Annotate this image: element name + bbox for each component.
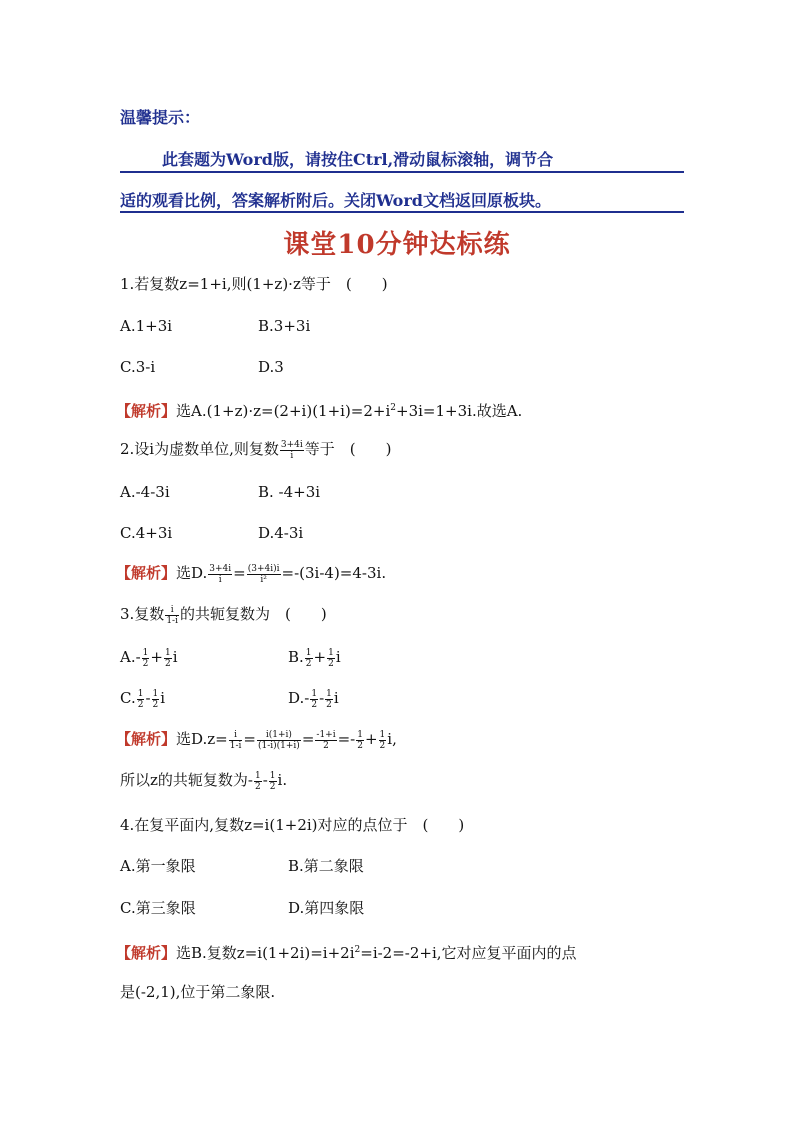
answer-tag: 【解析】 bbox=[116, 944, 177, 962]
q3-option-a: A.- $\frac{1}{2}$ + $\frac{1}{2}$ i bbox=[120, 647, 178, 669]
q1-stem: 1.若复数z=1+i,则(1+z)·z等于 ( ) bbox=[120, 275, 388, 293]
q2-stem bbox=[120, 439, 391, 461]
q2-answer-text-2: =-(3i-4)=4-3i. bbox=[281, 564, 387, 582]
q4-answer bbox=[116, 940, 577, 963]
q2-stem-text-2: 等于 ( ) bbox=[304, 440, 392, 458]
q2-option-c: C.4+3i bbox=[120, 524, 173, 542]
q1-option-b: B.3+3i bbox=[258, 317, 311, 335]
q2-option-d: D.4-3i bbox=[258, 524, 304, 542]
q3-answer: 【解析】选D.z= $\frac{i}{1-i}$ = $\frac{i(1+i)}{(1-i)(1+i)}$ = $\frac{-1+i}{2}$ =- $\frac{1}{2}$ + $\frac{1}{2}$ i, bbox=[116, 729, 397, 751]
q2-option-b: B. -4+3i bbox=[258, 483, 321, 501]
doc-title: 课堂10分钟达标练 bbox=[283, 230, 511, 260]
q3-answer-text: 选D.z= bbox=[176, 730, 228, 748]
q1-answer-text: 选A.(1+z)·z=(2+i)(1+i)=2+i bbox=[176, 402, 391, 420]
answer-tag: 【解析】 bbox=[116, 730, 177, 748]
q3-stem-text-2: 的共轭复数为 ( ) bbox=[179, 605, 327, 623]
q3-stem-fraction: $\frac{i}{1-i}$ bbox=[166, 604, 178, 626]
q3-answer-line-2: 所以z的共轭复数为- $\frac{1}{2}$ - $\frac{1}{2}$ i. bbox=[120, 770, 288, 792]
q4-answer-text: 选B.复数z=i(1+2i)=i+2i bbox=[176, 944, 355, 962]
notice-underline-2 bbox=[120, 211, 684, 213]
answer-tag: 【解析】 bbox=[116, 564, 177, 582]
notice-line-2: 适的观看比例，答案解析附后。关闭Word文档返回原板块。 bbox=[120, 191, 551, 210]
q2-answer-text: 选D. bbox=[176, 564, 208, 582]
q4-option-b: B.第二象限 bbox=[288, 857, 364, 875]
q1-option-a: A.1+3i bbox=[120, 317, 173, 335]
answer-tag: 【解析】 bbox=[116, 402, 177, 420]
q1-answer-sup: 2 bbox=[390, 403, 397, 413]
q2-stem-fraction: $\frac{3+4i}{i}$ bbox=[280, 439, 303, 461]
q2-answer: 【解析】选D. $\frac{3+4i}{i}$ = $\frac{(3+4i)i}{\text{i²}}$ =-(3i-4)=4-3i. bbox=[116, 563, 387, 585]
notice-title: 温馨提示： bbox=[120, 108, 201, 127]
q3-option-d: D.- $\frac{1}{2}$ - $\frac{1}{2}$ i bbox=[288, 688, 339, 710]
q2-option-a: A.-4-3i bbox=[120, 483, 170, 501]
q3-option-b: B. $\frac{1}{2}$ + $\frac{1}{2}$ i bbox=[288, 647, 341, 669]
q2-stem-text: 2.设i为虚数单位,则复数 bbox=[120, 440, 279, 458]
q2-answer-fraction-2: $\frac{(3+4i)i}{\text{i²}}$ bbox=[247, 563, 280, 585]
q3-stem bbox=[120, 604, 327, 626]
q2-answer-fraction-1: $\frac{3+4i}{i}$ bbox=[209, 563, 232, 585]
notice-underline-1 bbox=[120, 171, 684, 173]
q4-option-a: A.第一象限 bbox=[120, 857, 196, 875]
q1-option-d: D.3 bbox=[258, 358, 284, 376]
q4-option-c: C.第三象限 bbox=[120, 899, 196, 917]
q3-stem-text: 3.复数 bbox=[120, 605, 165, 623]
q3-option-c: C. $\frac{1}{2}$ - $\frac{1}{2}$ i bbox=[120, 688, 166, 710]
notice-line-1: 此套题为Word版，请按住Ctrl,滑动鼠标滚轴，调节合 bbox=[162, 150, 554, 169]
q4-answer-line-2: 是(-2,1),位于第二象限. bbox=[120, 983, 276, 1001]
q4-option-d: D.第四象限 bbox=[288, 899, 365, 917]
q3-answer-text-2: i, bbox=[387, 730, 397, 748]
q4-stem: 4.在复平面内,复数z=i(1+2i)对应的点位于 ( ) bbox=[120, 816, 465, 834]
q4-answer-text-2: =i-2=-2+i,它对应复平面内的点 bbox=[360, 944, 577, 962]
q1-answer-text-2: +3i=1+3i.故选A. bbox=[396, 402, 523, 420]
q4-answer-sup: 2 bbox=[354, 945, 361, 955]
q1-answer bbox=[116, 398, 522, 421]
q1-option-c: C.3-i bbox=[120, 358, 156, 376]
